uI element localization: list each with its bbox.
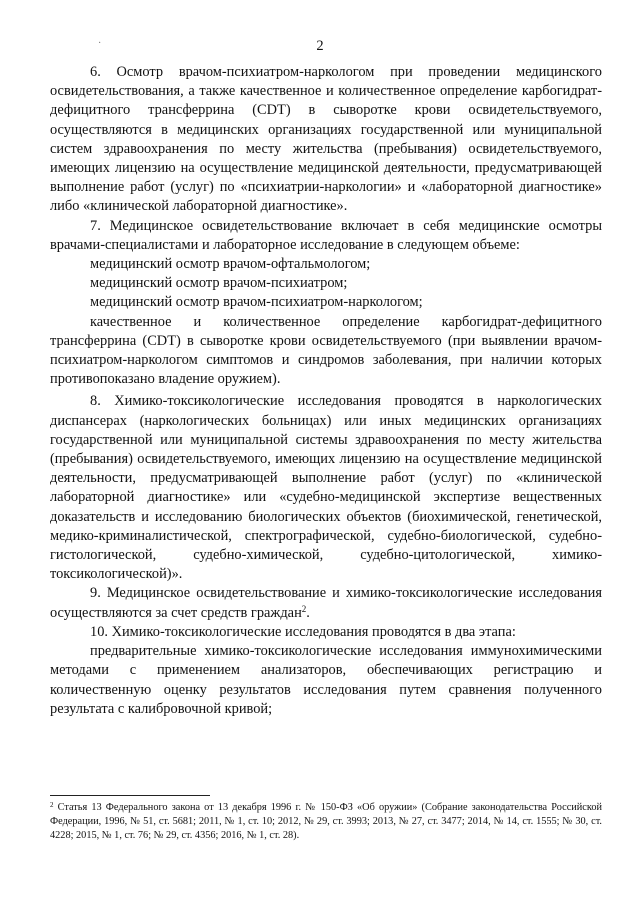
list-item-ophthalmologist: медицинский осмотр врачом-офтальмологом; — [90, 256, 371, 273]
footnote-text: Статья 13 Федерального закона от 13 декабря 1996 г. № 150-ФЗ «Об оружии» (Собрание законодательства Российской Федерации, 1996, № 51, ст. 5681; 2011, № 1, ст. 10; 2012, № 29, ст. 3993; 2013, № 27, ст. 3477; 2014, № 14, ст. 1555; № 30, ст. 4228; 2015, № 1, ст. 76; № 29, ст. 4356; 2016, № 1, ст. 28). — [50, 802, 602, 842]
footnote-reference: 2 — [301, 603, 307, 614]
paragraph-9 — [50, 584, 602, 622]
list-item-psychiatrist: медицинский осмотр врачом-психиатром; — [90, 275, 348, 292]
footnote — [50, 801, 602, 844]
paragraph-10: 10. Химико-токсикологические исследования проводятся в два этапа: — [90, 623, 516, 640]
list-item-preliminary-tests: предварительные химико-токсикологические исследования иммунохимическими методами с применением анализаторов, обеспечивающих регистрацию и количественную оценку результатов исследования путем сравнения полученного результата с калибровочной кривой; — [50, 643, 602, 717]
footnote-marker: 2 — [50, 801, 54, 809]
list-item-narcologist: медицинский осмотр врачом-психиатром-наркологом; — [90, 294, 423, 311]
paragraph-6: 6. Осмотр врачом-психиатром-наркологом при проведении медицинского освидетельствования, а также качественное и количественное определение карбогидрат-дефицитного трансферрина (CDT) в сыворотке крови освидетельствуемого, осуществляются в медицинских организациях государственной или муниципальной систем здравоохранения по месту жительства (пребывания) освидетельствуемого, имеющих лицензию на осуществление медицинской деятельности, предусматривающей выполнение работ (услуг) по «психиатрии-наркологии» и «лабораторной диагностике» либо «клинической лабораторной диагностике». — [50, 64, 602, 215]
document-body — [50, 63, 602, 719]
paragraph-9-text: 9. Медицинское освидетельствование и химико-токсикологические исследования осуществляются за счет средств граждан — [50, 585, 602, 621]
list-item-cdt-test: качественное и количественное определение карбогидрат-дефицитного трансферрина (CDT) в сыворотке крови освидетельствуемого (при выявлении врачом-психиатром-наркологом симптомов и синдромов заболевания, при наличии которых противопоказано владение оружием). — [50, 313, 602, 388]
paragraph-9-end: . — [306, 604, 310, 621]
paragraph-8: 8. Химико-токсикологические исследования проводятся в наркологических диспансерах (наркологических больницах) или иных медицинских организациях государственной или муниципальной системы здравоохранения по месту жительства (пребывания) освидетельствуемого, имеющих лицензию на осуществление медицинской деятельности, предусматривающей выполнение работ (услуг) по «клинической лабораторной диагностике» или «судебно-медицинской экспертизе вещественных доказательств и исследованию биологических объектов (биохимической, генетической, медико-криминалистической, спектрографической, судебно-биологической, судебно-гистологической, судебно-химической, судебно-цитологической, химико-токсикологической)». — [50, 393, 602, 583]
paragraph-7: 7. Медицинское освидетельствование включает в себя медицинские осмотры врачами-специалистами и лабораторное исследование в следующем объеме: — [50, 217, 602, 253]
page-number: 2 — [316, 38, 324, 54]
scan-speck: · — [98, 38, 102, 49]
footnote-divider — [50, 795, 210, 796]
